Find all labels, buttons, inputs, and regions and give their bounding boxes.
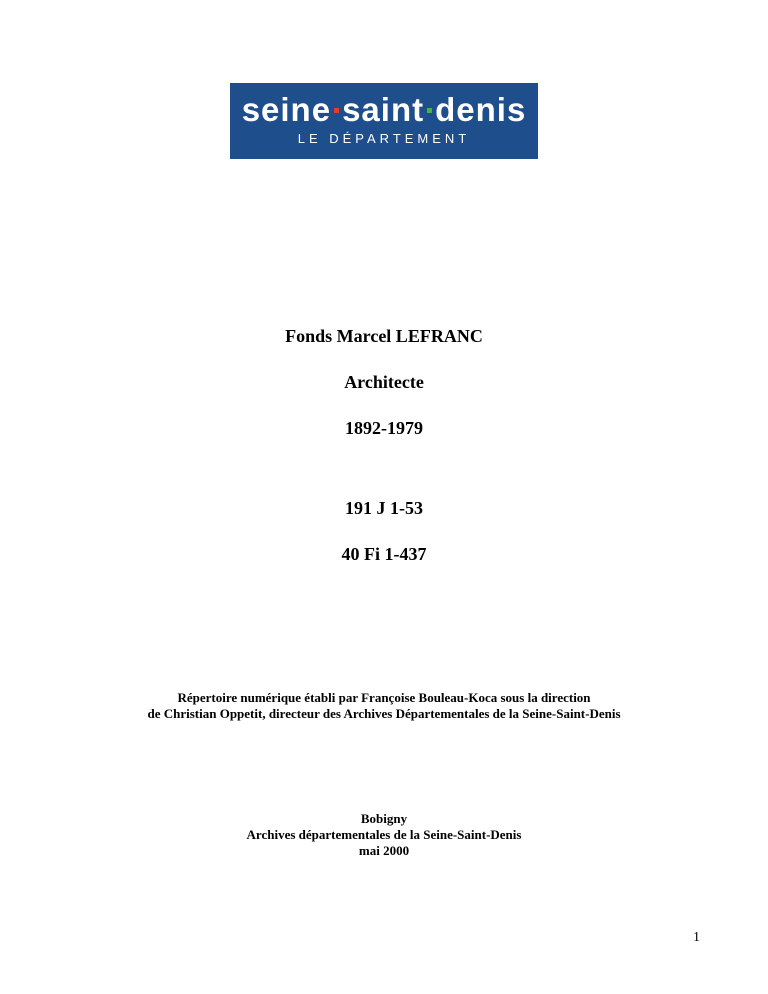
logo-word-denis: denis [435,91,527,128]
cote-40fi: 40 Fi 1-437 [341,544,427,564]
cote-191j: 191 J 1-53 [345,498,423,518]
imprint-date: mai 2000 [358,843,410,858]
fonds-title: Fonds Marcel LEFRANC [285,326,483,346]
seine-saint-denis-logo [230,83,538,159]
credits-line-1: Répertoire numérique établi par Françoise Bouleau-Koca sous la direction [177,690,591,705]
logo-word-saint: saint [342,91,425,128]
logo-subtitle: LE DÉPARTEMENT [297,131,471,146]
logo-word-seine: seine [241,91,332,128]
page-number: 1 [693,930,700,945]
life-dates: 1892-1979 [345,418,423,438]
logo-wordmark [230,90,538,130]
profession: Architecte [344,372,424,392]
credits-line-2: de Christian Oppetit, directeur des Archives Départementales de la Seine-Saint-Denis [147,706,621,721]
logo-green-dot [427,108,432,113]
imprint-institution: Archives départementales de la Seine-Saint-Denis [246,827,522,842]
imprint-place: Bobigny [360,811,408,826]
logo-red-dot [334,108,339,113]
